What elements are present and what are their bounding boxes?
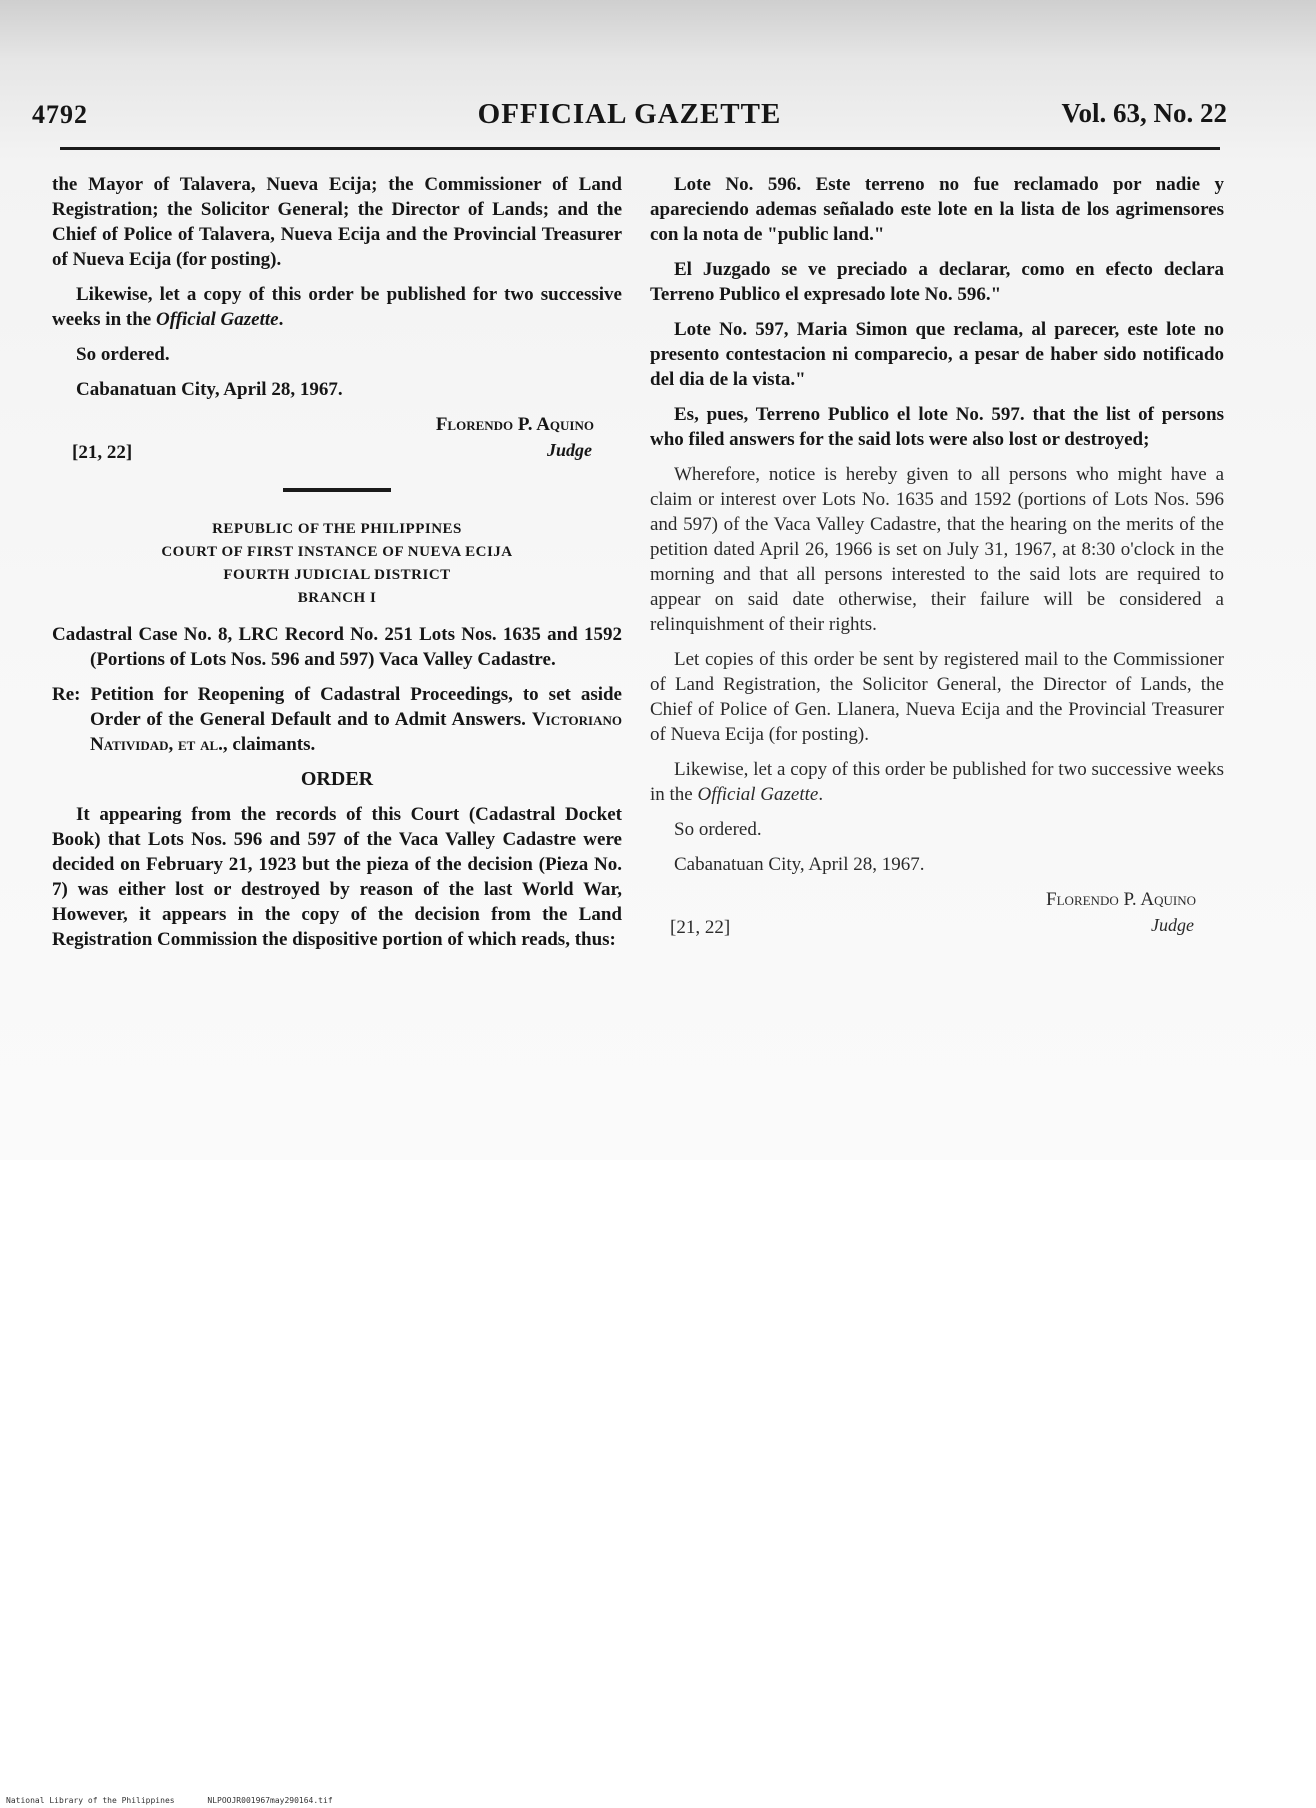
claimants-name: Victoriano Natividad, et al., (90, 709, 622, 755)
re-text: Re: Petition for Reopening of Cadastral Proceedings, to set aside Order of the General Default and to Admit Answers. (52, 684, 622, 730)
file-id: NLPOOJR001967may290164.tif (207, 1796, 333, 1805)
court-line: REPUBLIC OF THE PHILIPPINES (212, 521, 462, 537)
so-ordered: So ordered. (674, 819, 762, 840)
signatory-name: Florendo P. Aquino (435, 414, 594, 435)
court-heading (52, 518, 622, 610)
page-number: 4792 (32, 100, 88, 129)
date-line: Cabanatuan City, April 28, 1967. (76, 379, 343, 400)
volume-issue: Vol. 63, No. 22 (1061, 98, 1227, 128)
wherefore-paragraph: Wherefore, notice is hereby given to all persons who might have a claim or interest over Lots No. 1635 and 1592 (portions of Lots Nos. 596 and 597) of the Vaca Valley Cadastre, that the hearing on the merits of the petition dated April 26, 1966 is set on July 31, 1967, at 8:30 o'clock in the morning and that all persons interested to the said lots are required to appear on said date otherwise, their failure will be considered a relinquishment of their rights. (650, 464, 1224, 635)
so-ordered: So ordered. (76, 344, 170, 365)
header-rule (60, 147, 1220, 150)
order-heading: ORDER (300, 768, 374, 790)
signatory-name: Florendo P. Aquino (1046, 889, 1196, 910)
section-divider (283, 488, 391, 492)
gazette-name: Official Gazette (155, 309, 279, 330)
right-column (650, 172, 1224, 941)
left-column (52, 172, 622, 962)
signatory-title: Judge (547, 440, 592, 460)
copies-paragraph: Let copies of this order be sent by registered mail to the Commissioner of Land Registration, the Solicitor General, the Director of Lands, the Chief of Police of Gen. Llanera, Nueva Ecija and the Provincial Treasurer of Nueva Ecija (for posting). (650, 649, 1224, 745)
re-line (52, 682, 622, 757)
library-credit: National Library of the Philippines (6, 1796, 175, 1805)
declaration-597-paragraph: Es, pues, Terreno Publico el lote No. 597. that the list of persons who filed answers for the said lots were also lost or destroyed; (650, 404, 1224, 450)
signatory-title: Judge (1151, 915, 1194, 935)
likewise-end: . (278, 309, 284, 330)
lot-596-paragraph: Lote No. 596. Este terreno no fue reclamado por nadie y apareciendo ademas señalado este lote en la lista de los agrimensores con la nota de "public land." (650, 174, 1224, 245)
likewise-text: Likewise, let a copy of this order be published for two successive weeks in the (650, 759, 1224, 805)
gazette-name: Official Gazette (697, 784, 819, 805)
publication-paragraph (650, 757, 1224, 807)
court-line: FOURTH JUDICIAL DISTRICT (223, 567, 451, 583)
likewise-text: Likewise, let a copy of this order be published for two successive weeks in the (52, 284, 622, 330)
issue-code: [21, 22] (72, 442, 133, 463)
claimants-suffix: claimants. (227, 734, 316, 755)
order-body: It appearing from the records of this Court (Cadastral Docket Book) that Lots Nos. 596 and 597 of the Vaca Valley Cadastre were decided on February 21, 1923 but the pieza of the decision (Pieza No. 7) was either lost or destroyed by reason of the last World War, However, it appears in the copy of the decision from the Land Registration Commission the dispositive portion of which reads, thus: (52, 804, 622, 950)
likewise-end: . (818, 784, 824, 805)
declaration-596-paragraph: El Juzgado se ve preciado a declarar, como en efecto declara Terreno Publico el expresado lote No. 596." (650, 259, 1224, 305)
publication-paragraph (52, 282, 622, 332)
lot-597-paragraph: Lote No. 597, Maria Simon que reclama, al parecer, este lote no presento contestacion ni comparecio, a pesar de haber sido notificado del dia de la vista." (650, 319, 1224, 390)
case-title: Cadastral Case No. 8, LRC Record No. 251 Lots Nos. 1635 and 1592 (Portions of Lots Nos. 596 and 597) Vaca Valley Cadastre. (52, 624, 622, 670)
court-line: COURT OF FIRST INSTANCE OF NUEVA ECIJA (161, 544, 513, 560)
page-header (32, 96, 1227, 142)
issue-code: [21, 22] (670, 917, 731, 938)
scan-footer (6, 1796, 361, 1805)
date-line: Cabanatuan City, April 28, 1967. (674, 854, 925, 875)
court-line: BRANCH I (297, 590, 377, 606)
signature-block (52, 412, 622, 466)
continued-paragraph: the Mayor of Talavera, Nueva Ecija; the Commissioner of Land Registration; the Solicitor General; the Director of Lands; and the Chief of Police of Talavera, Nueva Ecija and the Provincial Treasurer of Nueva Ecija (for posting). (52, 174, 622, 270)
signature-block (650, 887, 1224, 941)
publication-title: OFFICIAL GAZETTE (477, 98, 782, 130)
